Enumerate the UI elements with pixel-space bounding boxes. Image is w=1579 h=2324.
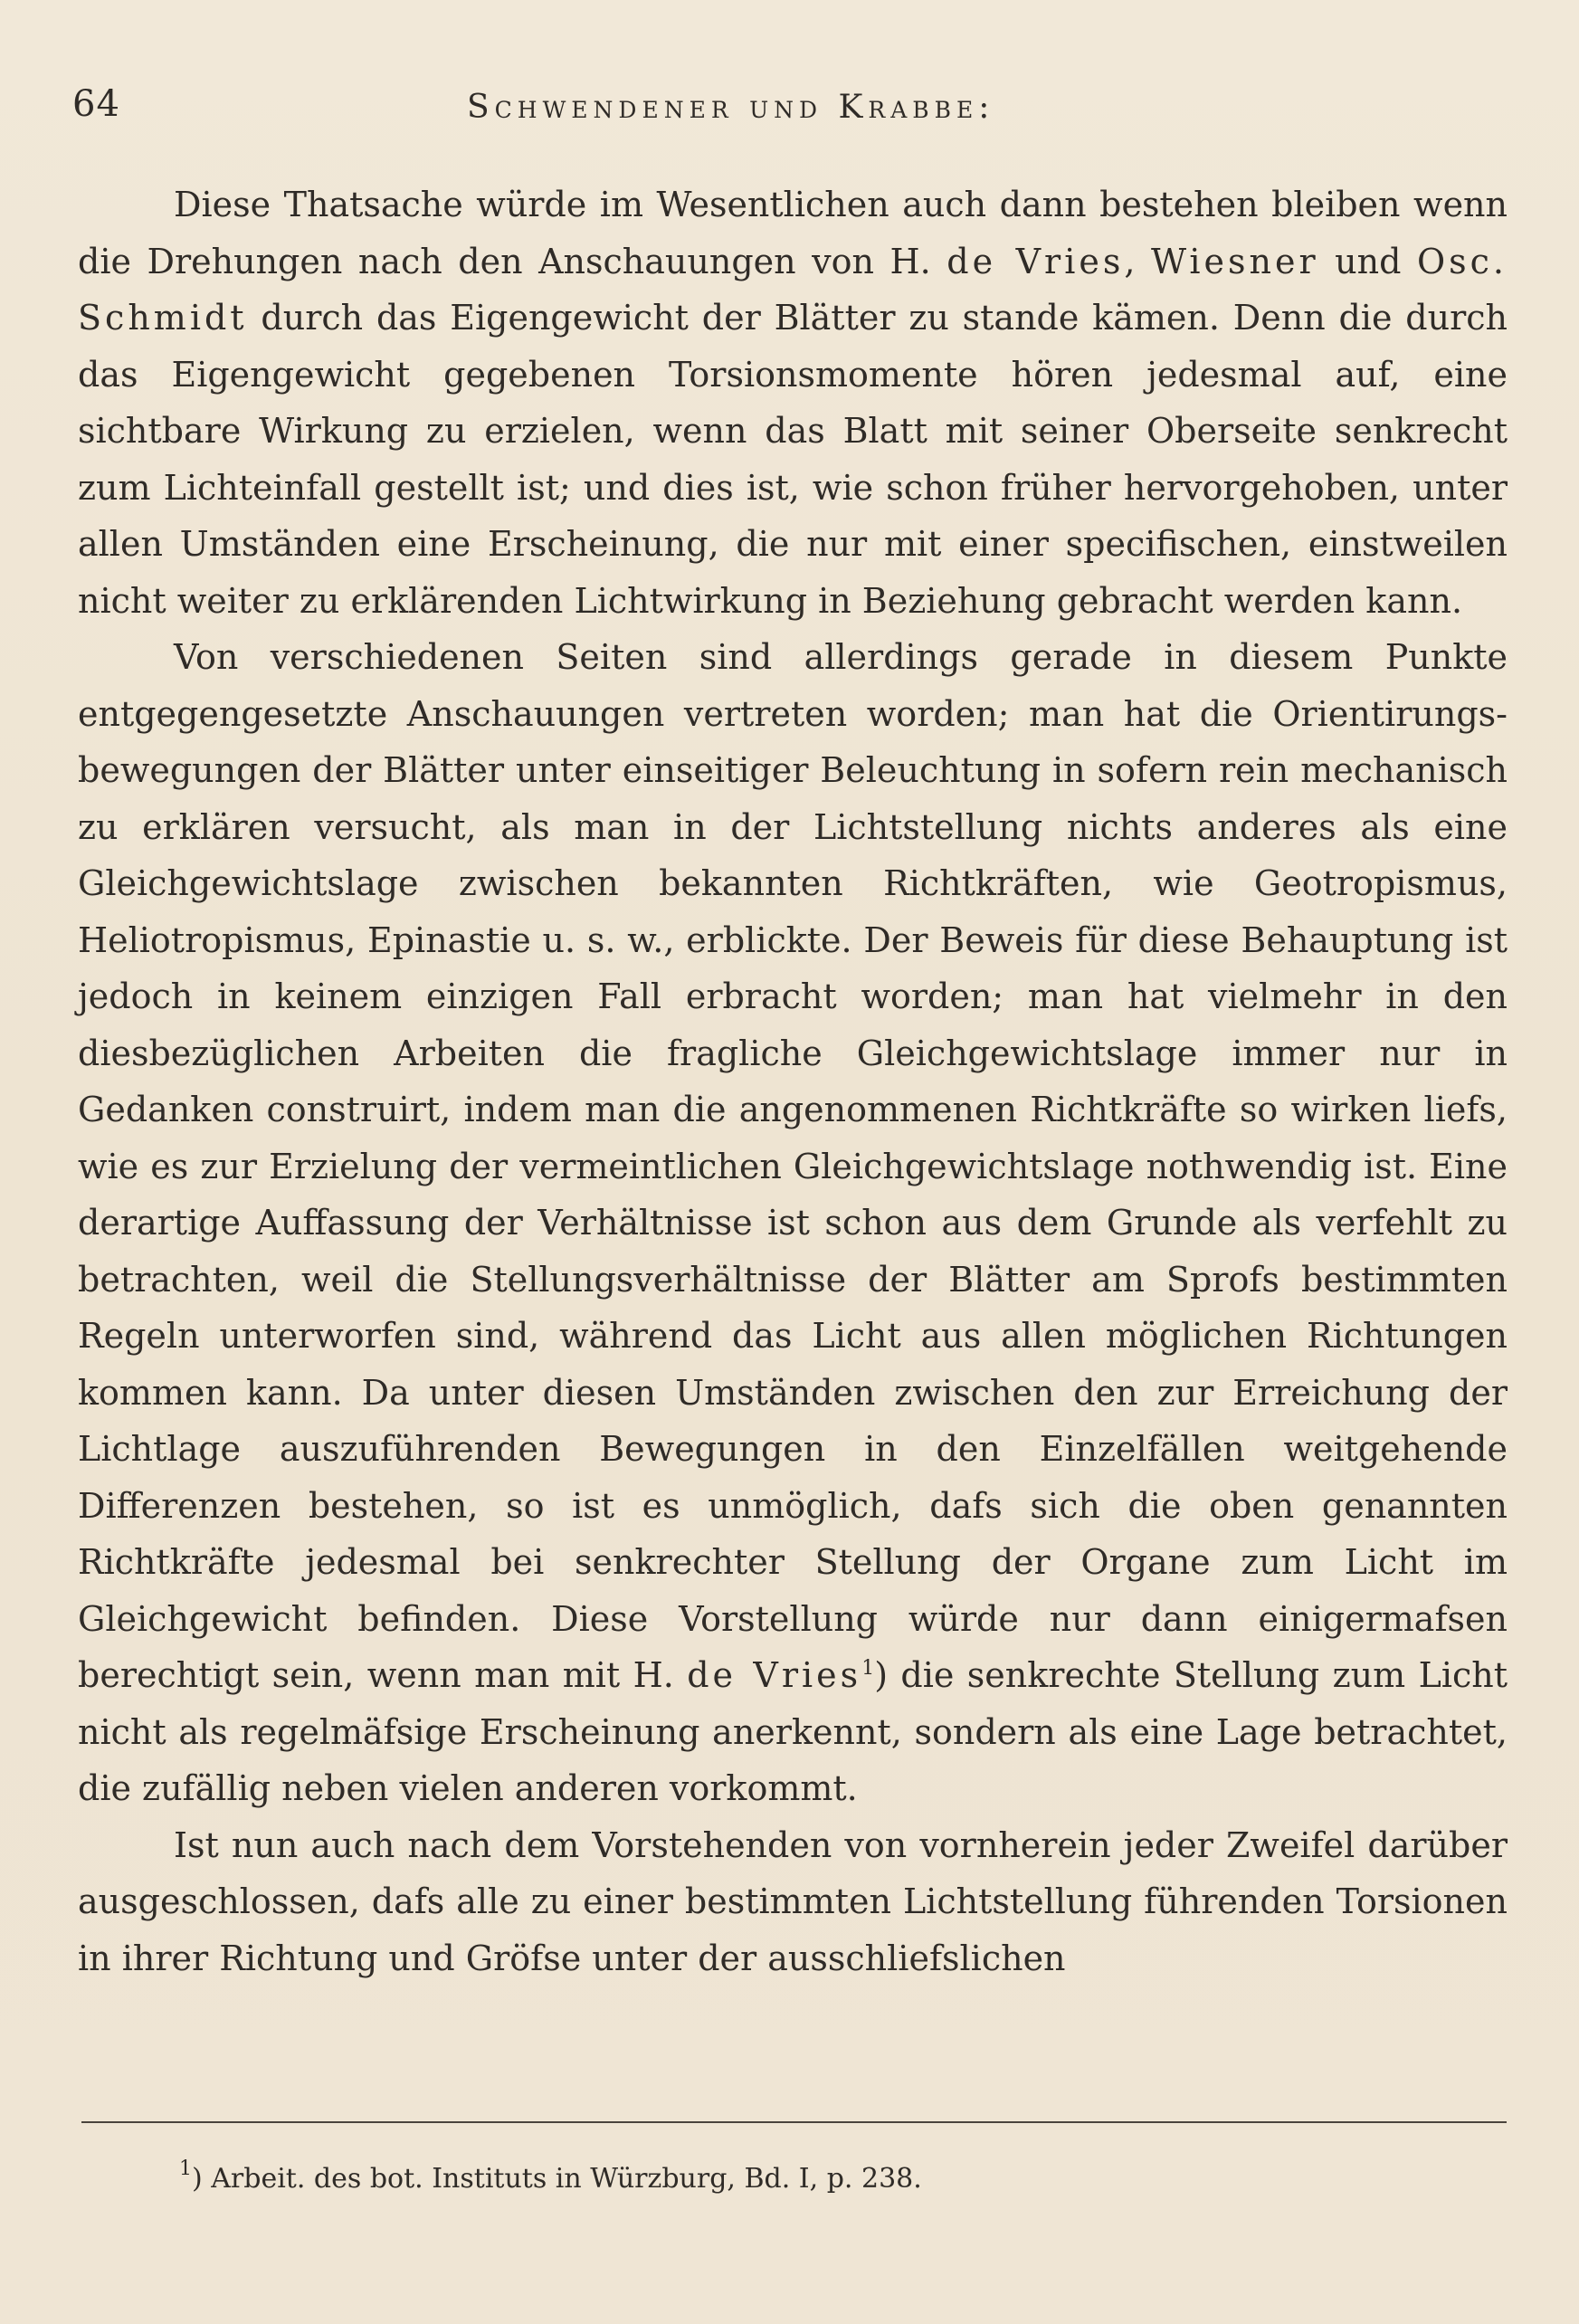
page-header	[72, 83, 1507, 138]
paragraph-1-text-b: ,	[1124, 241, 1151, 281]
footnote	[179, 2157, 922, 2197]
footnote-text: ) Arbeit. des bot. Instituts in Würzburg, Bd. I, p. 238.	[192, 2163, 922, 2195]
body-text	[78, 176, 1508, 1986]
paragraph-1-text-d: durch das Eigengewicht der Blätter zu stande kämen. Denn die durch das Eigengewicht gegebenen Torsionsmomente hören jedesmal auf, eine sichtbare Wirkung zu erzielen, wenn das Blatt mit seiner Oberseite senkrecht zum Lichteinfall gestellt ist; und dies ist, wie schon früher hervorgehoben, unter allen Umständen eine Erscheinung, die nur mit einer specifischen, einstweilen nicht weiter zu erklärenden Lichtwirkung in Beziehung gebracht werden kann.	[78, 298, 1508, 621]
paragraph-1-text-a: Diese Thatsache würde im Wesentlichen auch dann bestehen bleiben wenn die Drehungen nach den Anschauungen von H.	[78, 185, 1508, 281]
paragraph-1-text-c: und	[1318, 241, 1417, 281]
paragraph-3-text: Ist nun auch nach dem Vorstehenden von vornherein jeder Zweifel darüber ausgeschlossen, dafs alle zu einer bestimmten Lichtstellung führenden Torsionen in ihrer Richtung und Gröfse unter der ausschliefslichen	[78, 1824, 1508, 1978]
footnote-divider	[81, 2121, 1507, 2123]
paragraph-2-text-a: Von verschiedenen Seiten sind allerdings gerade in diesem Punkte entgegengesetzte Anschauungen vertreten worden; man hat die Orientirungsbewegungen der Blätter unter einseitiger Beleuchtung in sofern rein mechanisch zu erklären versucht, als man in der Lichtstellung nichts anderes als eine Gleichgewichtslage zwischen bekannten Richtkräften, wie Geotropismus, Heliotropismus, Epinastie u. s. w., erblickte. Der Beweis für diese Behauptung ist jedoch in keinem einzigen Fall erbracht worden; man hat vielmehr in den diesbezüglichen Arbeiten die fragliche Gleichgewichtslage immer nur in Gedanken construirt, indem man die angenommenen Richtkräfte so wirken liefs, wie es zur Erzielung der vermeintlichen Gleichgewichtslage nothwendig ist. Eine derartige Auffassung der Verhältnisse ist schon aus dem Grunde als verfehlt zu betrachten, weil die Stellungsverhältnisse der Blätter am Sprofs bestimmten Regeln unterworfen sind, während das Licht aus allen möglichen Richtungen kommen kann. Da unter diesen Umständen zwischen den zur Erreichung der Lichtlage auszuführenden Bewegungen in den Einzelfällen weitgehende Differenzen bestehen, so ist es unmöglich, dafs sich die oben genannten Richtkräfte jedesmal bei senkrechter Stellung der Organe zum Licht im Gleichgewicht befinden. Diese Vorstellung würde nur dann einigermafsen berechtigt sein, wenn man mit H.	[78, 637, 1508, 1695]
paragraph-2	[78, 629, 1508, 1817]
footnote-mark: 1	[179, 2157, 192, 2180]
author-name-de-vries: de Vries	[946, 241, 1125, 281]
author-name-wiesner: Wiesner	[1150, 241, 1319, 281]
paragraph-3	[78, 1817, 1508, 1987]
running-head: Schwendener und Krabbe:	[467, 89, 995, 126]
author-name-schmidt: Osc. Schmidt	[78, 241, 1508, 338]
page-number: 64	[72, 83, 120, 125]
footnote-reference: 1	[861, 1657, 875, 1680]
paragraph-1	[78, 176, 1508, 629]
paragraph-2-text-b: ) die senkrechte Stellung zum Licht nicht als regelmäfsige Erscheinung anerkennt, sondern als eine Lage betrachtet, die zufällig neben vielen anderen vorkommt.	[78, 1655, 1508, 1808]
author-name-de-vries-2: de Vries	[687, 1655, 862, 1695]
